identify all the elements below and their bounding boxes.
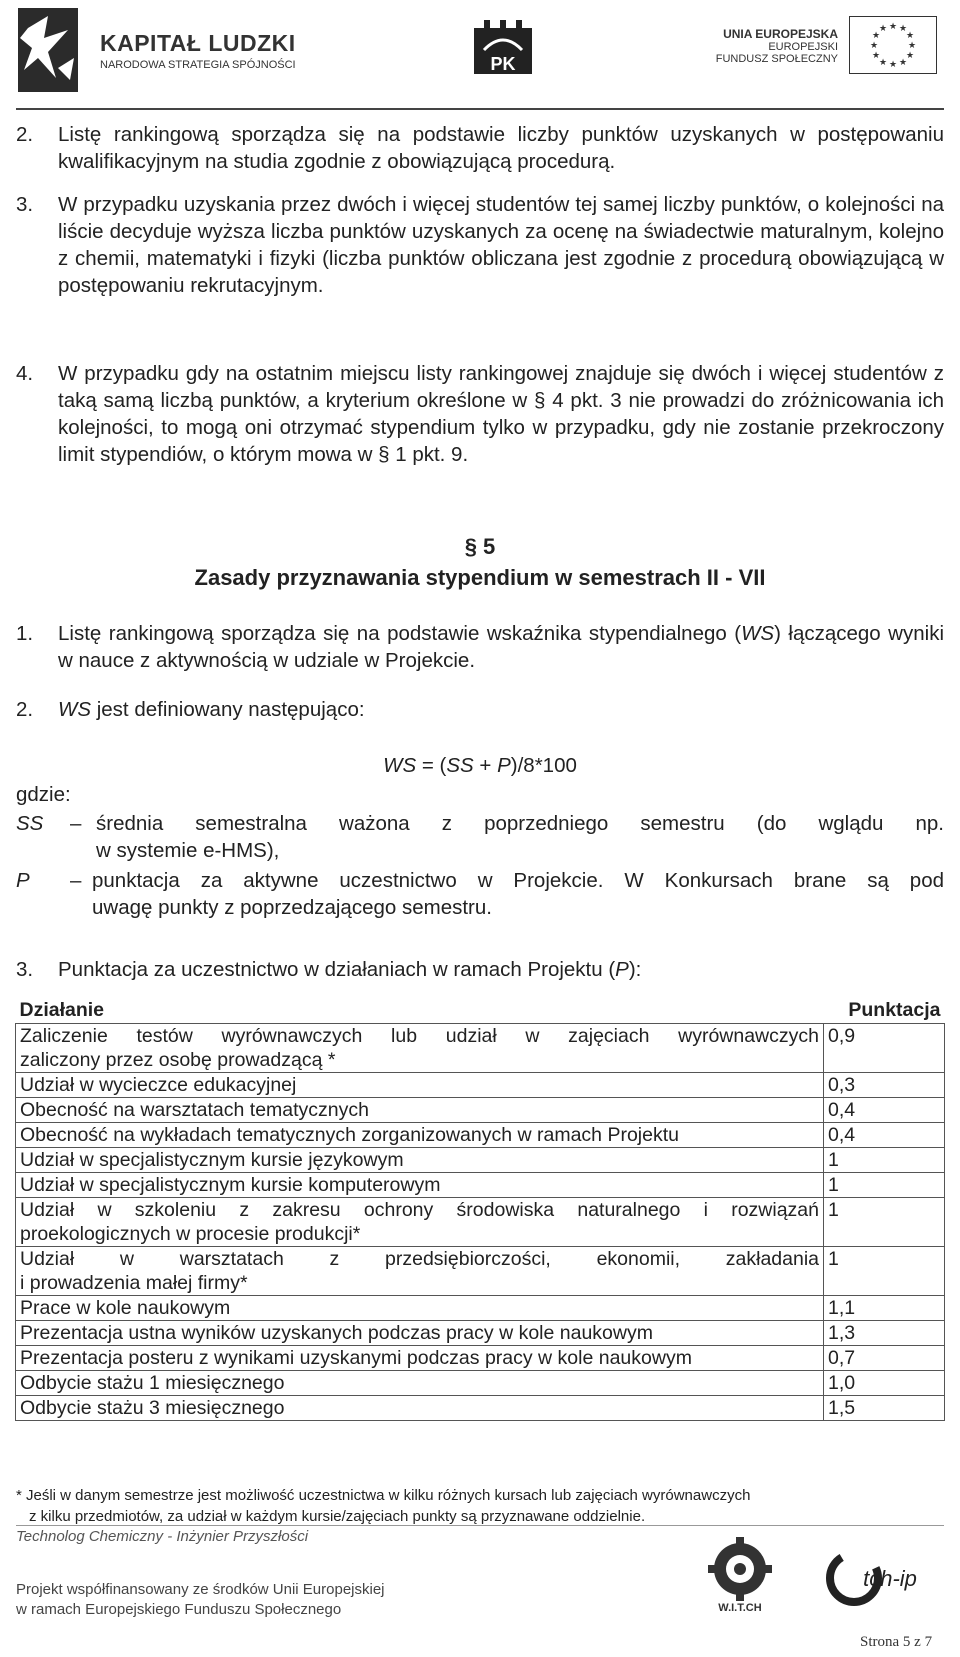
ws-symbol: WS: [58, 698, 92, 721]
item-text: W przypadku uzyskania przez dwóch i więcej studentów tej samej liczby punktów, o kolejności na liście decyduje wyższa liczba punktów uzyskanych za ocenę na świadectwie maturalnym, kolejno z chemii, matematyki i fizyki (liczba punktów obliczana jest zgodnie z procedurą obowiązującą w postępowaniu rekrutacyjnym.: [58, 193, 944, 297]
table-cell-activity: [16, 1024, 824, 1073]
table-cell-activity: Prace w kole naukowym: [16, 1296, 824, 1321]
def-line2: uwagę punkty z poprzedzającego semestru.: [92, 896, 492, 919]
page-header: [0, 0, 960, 112]
table-cell-points: 0,3: [824, 1073, 945, 1098]
gear-logo-text: W.I.T.CH: [718, 1602, 762, 1613]
table-cell-points: 1,3: [824, 1321, 945, 1346]
p-symbol: P: [615, 958, 629, 981]
table-cell-activity: Prezentacja posteru z wynikami uzyskanymi podczas pracy w kole naukowym: [16, 1346, 824, 1371]
table-cell-points: 1: [824, 1148, 945, 1173]
def-dash: –: [70, 869, 82, 892]
eu-flag-icon: [849, 16, 937, 74]
table-cell-points: 1: [824, 1198, 945, 1247]
table-cell-activity: Prezentacja ustna wyników uzyskanych podczas pracy w kole naukowym: [16, 1321, 824, 1346]
footer-funding: [16, 1580, 385, 1620]
svg-text:★: ★: [888, 60, 898, 70]
table-row: [16, 1073, 945, 1098]
table-cell-points: 0,9: [824, 1024, 945, 1073]
table-row: [16, 1371, 945, 1396]
points-table: [15, 997, 945, 1421]
table-header-row: [16, 997, 945, 1024]
kapital-ludzki-text: [100, 30, 296, 71]
table-cell-points: 1,1: [824, 1296, 945, 1321]
def-line1: średnia semestralna ważona z poprzedniego semestru (do wglądu np.: [96, 812, 944, 835]
table-row: [16, 1198, 945, 1247]
def-symbol: SS: [16, 812, 44, 835]
item-number: 2.: [16, 123, 34, 146]
footer-funding-line2: w ramach Europejskiego Funduszu Społecznego: [16, 1601, 342, 1618]
eu-text: [698, 27, 838, 65]
page-number: Strona 5 z 7: [860, 1634, 933, 1650]
svg-text:★: ★: [905, 51, 915, 61]
table-header-points: Punktacja: [848, 999, 941, 1021]
table-cell-activity: [16, 1198, 824, 1247]
tch-logo-text: tch-ip: [863, 1566, 917, 1591]
eu-line2: EUROPEJSKI: [768, 41, 838, 53]
table-cell-points: 0,7: [824, 1346, 945, 1371]
item-number: 3.: [16, 958, 34, 981]
table-row: [16, 1321, 945, 1346]
section-title: Zasady przyznawania stypendium w semestrach II - VII: [194, 565, 766, 590]
formula: [0, 752, 960, 779]
cell-line1: Zaliczenie testów wyrównawczych lub udział w zajęciach wyrównawczych: [20, 1025, 819, 1047]
pk-logo-text: PK: [490, 54, 516, 74]
table-row: [16, 1296, 945, 1321]
tch-ip-logo-icon: [826, 1548, 946, 1608]
table-cell-activity: Odbycie stażu 3 miesięcznego: [16, 1396, 824, 1421]
svg-text:★: ★: [898, 24, 908, 34]
item-number: 3.: [16, 193, 34, 216]
item-text-b: jest definiowany następująco:: [91, 698, 365, 721]
item-text-b: ):: [628, 958, 642, 981]
table-row: [16, 1098, 945, 1123]
svg-text:★: ★: [905, 31, 915, 41]
svg-text:★: ★: [878, 24, 888, 34]
footer-funding-line1: Projekt współfinansowany ze środków Unii Europejskiej: [16, 1581, 385, 1598]
formula-p: P: [497, 754, 511, 777]
table-cell-activity: Udział w specjalistycznym kursie komputerowym: [16, 1173, 824, 1198]
svg-text:★: ★: [907, 41, 917, 51]
gear-logo-icon: [700, 1533, 780, 1613]
item-number: 2.: [16, 698, 34, 721]
kapital-ludzki-subtitle: NARODOWA STRATEGIA SPÓJNOŚCI: [100, 59, 296, 71]
cell-line2: zaliczony przez osobę prowadzącą *: [20, 1049, 336, 1071]
kapital-ludzki-title: KAPITAŁ LUDZKI: [100, 30, 296, 56]
eu-title: UNIA EUROPEJSKA: [723, 27, 838, 41]
formula-ss: SS: [446, 754, 474, 777]
table-cell-points: 0,4: [824, 1098, 945, 1123]
cell-line1: Udział w szkoleniu z zakresu ochrony środowiska naturalnego i rozwiązań: [20, 1199, 819, 1221]
table-row: [16, 1346, 945, 1371]
table-row: [16, 1173, 945, 1198]
pk-university-logo: [470, 16, 536, 78]
svg-text:★: ★: [869, 41, 879, 51]
formula-plus: +: [473, 754, 498, 777]
table-cell-activity: [16, 1247, 824, 1296]
footer-divider: [16, 1525, 944, 1526]
item-text-a: Listę rankingową sporządza się na podstawie wskaźnika stypendialnego (: [58, 622, 742, 645]
cell-line1: Udział w warsztatach z przedsiębiorczości, ekonomii, zakładania: [20, 1248, 819, 1270]
table-cell-points: 1: [824, 1173, 945, 1198]
item-text: Listę rankingową sporządza się na podstawie liczby punktów uzyskanych w postępowaniu kwalifikacyjnym na studia zgodnie z obowiązującą procedurą.: [58, 123, 944, 173]
formula-rest: )/8*100: [510, 754, 577, 777]
svg-text:★: ★: [898, 58, 908, 68]
item-number: 4.: [16, 362, 34, 385]
table-row: [16, 1148, 945, 1173]
kapital-ludzki-logo: [18, 8, 78, 92]
table-cell-points: 0,4: [824, 1123, 945, 1148]
section-number: § 5: [464, 534, 496, 559]
table-header-activity: Działanie: [19, 999, 105, 1021]
table-cell-points: 1,0: [824, 1371, 945, 1396]
def-dash: –: [70, 812, 82, 835]
def-line2: w systemie e-HMS),: [96, 839, 280, 862]
table-cell-activity: Odbycie stażu 1 miesięcznego: [16, 1371, 824, 1396]
formula-ws: WS: [383, 754, 417, 777]
table-cell-activity: Obecność na warsztatach tematycznych: [16, 1098, 824, 1123]
item-text: [58, 956, 944, 983]
table-cell-points: 1,5: [824, 1396, 945, 1421]
table-row: [16, 1024, 945, 1073]
where-label: gdzie:: [16, 783, 71, 806]
cell-line2: proekologicznych w procesie produkcji*: [20, 1223, 361, 1245]
table-cell-activity: Udział w specjalistycznym kursie językowym: [16, 1148, 824, 1173]
def-symbol: P: [16, 869, 30, 892]
table-cell-activity: Obecność na wykładach tematycznych zorganizowanych w ramach Projektu: [16, 1123, 824, 1148]
eu-line3: FUNDUSZ SPOŁECZNY: [715, 53, 838, 65]
item-text: W przypadku gdy na ostatnim miejscu listy rankingowej znajduje się dwóch i więcej studentów z taką samą liczbą punktów, a kryterium określone w § 4 pkt. 3 nie prowadzi do zróżnicowania ich kolejności, to mogą oni otrzymać stypendium tylko w przypadku, gdy nie zostanie przekroczony limit stypendiów, o którym mowa w § 1 pkt. 9.: [58, 362, 944, 466]
ws-symbol: WS: [741, 622, 775, 645]
formula-eq: = (: [416, 754, 447, 777]
item-text: [58, 620, 944, 674]
table-row: [16, 1396, 945, 1421]
svg-text:★: ★: [871, 31, 881, 41]
svg-text:★: ★: [888, 22, 898, 32]
def-line1: punktacja za aktywne uczestnictwo w Projekcie. W Konkursach brane są pod: [92, 869, 944, 892]
table-cell-activity: Udział w wycieczce edukacyjnej: [16, 1073, 824, 1098]
item-text-b: ) łączącego wyniki w nauce z aktywnością w udziale w Projekcie.: [58, 622, 944, 672]
table-cell-points: 1: [824, 1247, 945, 1296]
item-text: [58, 696, 944, 723]
header-divider: [16, 108, 944, 110]
footer-project-title: Technolog Chemiczny - Inżynier Przyszłości: [16, 1528, 309, 1545]
item-text-a: Punktacja za uczestnictwo w działaniach w ramach Projektu (: [58, 958, 616, 981]
table-row: [16, 1123, 945, 1148]
footnote-line1: * Jeśli w danym semestrze jest możliwość uczestnictwa w kilku różnych kursach lub zajęciach wyrównawczych: [16, 1487, 751, 1504]
cell-line2: i prowadzenia małej firmy*: [20, 1272, 248, 1294]
footnote-line2: z kilku przedmiotów, za udział w każdym kursie/zajęciach punkty są przyznawane oddzielnie.: [29, 1508, 646, 1525]
footnote: [16, 1485, 951, 1527]
svg-text:★: ★: [871, 51, 881, 61]
svg-text:★: ★: [878, 58, 888, 68]
item-number: 1.: [16, 622, 34, 645]
table-row: [16, 1247, 945, 1296]
